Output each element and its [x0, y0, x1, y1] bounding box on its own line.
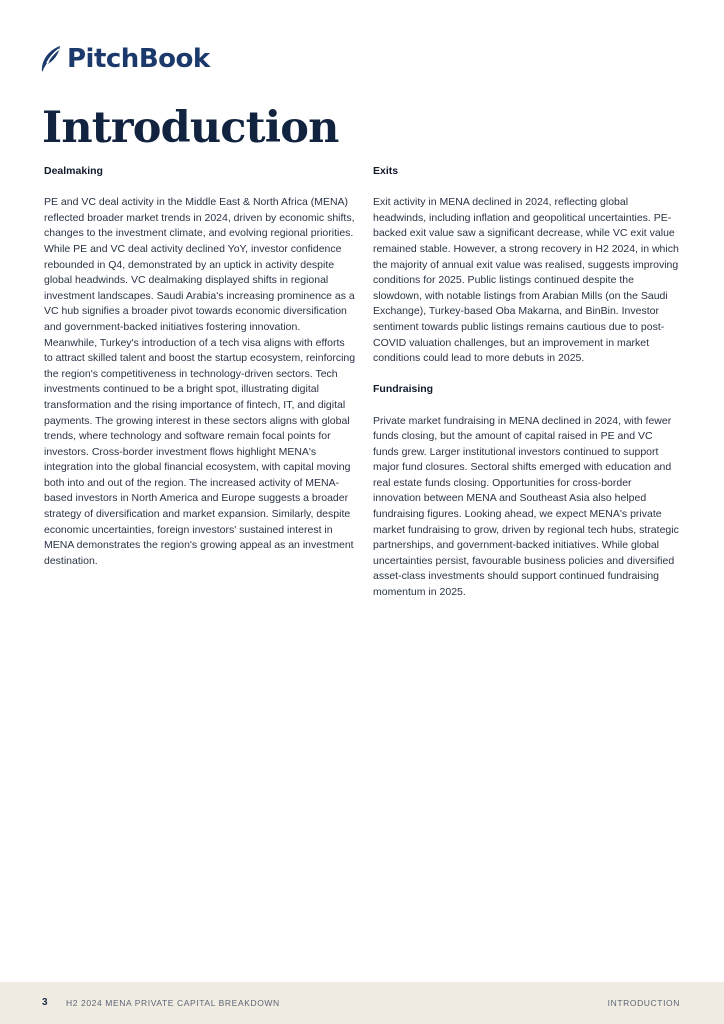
right-column	[373, 164, 679, 601]
page-footer	[0, 982, 724, 1024]
page-number: 3	[42, 997, 48, 1008]
dealmaking-body: PE and VC deal activity in the Middle East & North Africa (MENA) reflected broader market trends in 2024, driven by economic shifts, changes to the investment climate, and evolving regional priorities. While PE and VC deal activity declined YoY, investor confidence rebounded in Q4, demonstrated by an uptick in activity despite global headwinds. VC dealmaking displayed shifts in regional investment landscapes. Saudi Arabia's increasing prominence as a VC hub signifies a broader pivot towards economic diversification and government-backed initiatives fostering innovation. Meanwhile, Turkey's introduction of a tech visa aligns with efforts to attract skilled talent and boost the startup ecosystem, reinforcing the region's competitiveness in technology-driven sectors. Tech investments continued to be a bright spot, illustrating digital transformation and the rising importance of fintech, IT, and digital payments. The growing interest in these sectors aligns with global trends, where technology and software remain focal points for investors. Cross-border investment flows highlight MENA's integration into the global financial ecosystem, with capital moving both into and out of the region. The increased activity of MENA-based investors in North America and Europe suggests a broader strategy of diversification and market expansion. Similarly, despite economic uncertainties, foreign investors' sustained interest in MENA demonstrates the region's growing appeal as an investment destination.	[44, 196, 356, 567]
pitchbook-leaf-icon	[38, 44, 64, 74]
report-title: H2 2024 MENA PRIVATE CAPITAL BREAKDOWN	[66, 998, 280, 1008]
page-title: Introduction	[42, 103, 339, 153]
fundraising-section	[373, 382, 679, 600]
dealmaking-heading: Dealmaking	[44, 165, 103, 177]
exits-section	[373, 164, 679, 367]
exits-body: Exit activity in MENA declined in 2024, reflecting global headwinds, including inflation and geopolitical uncertainties. PE-backed exit value saw a significant decrease, while VC exit value remained stable. However, a strong recovery in H2 2024, in which the majority of annual exit value was realised, suggests improving conditions for 2025. Public listings continued despite the slowdown, with notable listings from Arabian Mills (on the Saudi Exchange), Turkey-based Oba Makarna, and BinBin. Investor sentiment towards public listings remains cautious due to post-COVID valuation challenges, but an improvement in market conditions could lead to more debuts in 2025.	[373, 196, 679, 365]
fundraising-heading: Fundraising	[373, 383, 434, 396]
dealmaking-section	[44, 164, 356, 569]
pitchbook-logo	[38, 42, 210, 76]
exits-heading: Exits	[373, 165, 399, 177]
footer-section-label: INTRODUCTION	[607, 998, 680, 1008]
logo-text: PitchBook	[67, 44, 210, 74]
left-column	[44, 164, 356, 569]
fundraising-body: Private market fundraising in MENA declined in 2024, with fewer funds closing, but the amount of capital raised in PE and VC funds grew. Larger institutional investors continued to support major fund closures. Sectoral shifts emerged with education and real estate funds closing. Opportunities for cross-border innovation between MENA and Southeast Asia also helped fundraising figures. Looking ahead, we expect MENA's private market fundraising to grow, driven by regional tech hubs, strategic partnerships, and government-backed initiatives. While global uncertainties persist, favourable business policies and diversified asset-class investments should support continued fundraising momentum in 2025.	[373, 414, 679, 599]
